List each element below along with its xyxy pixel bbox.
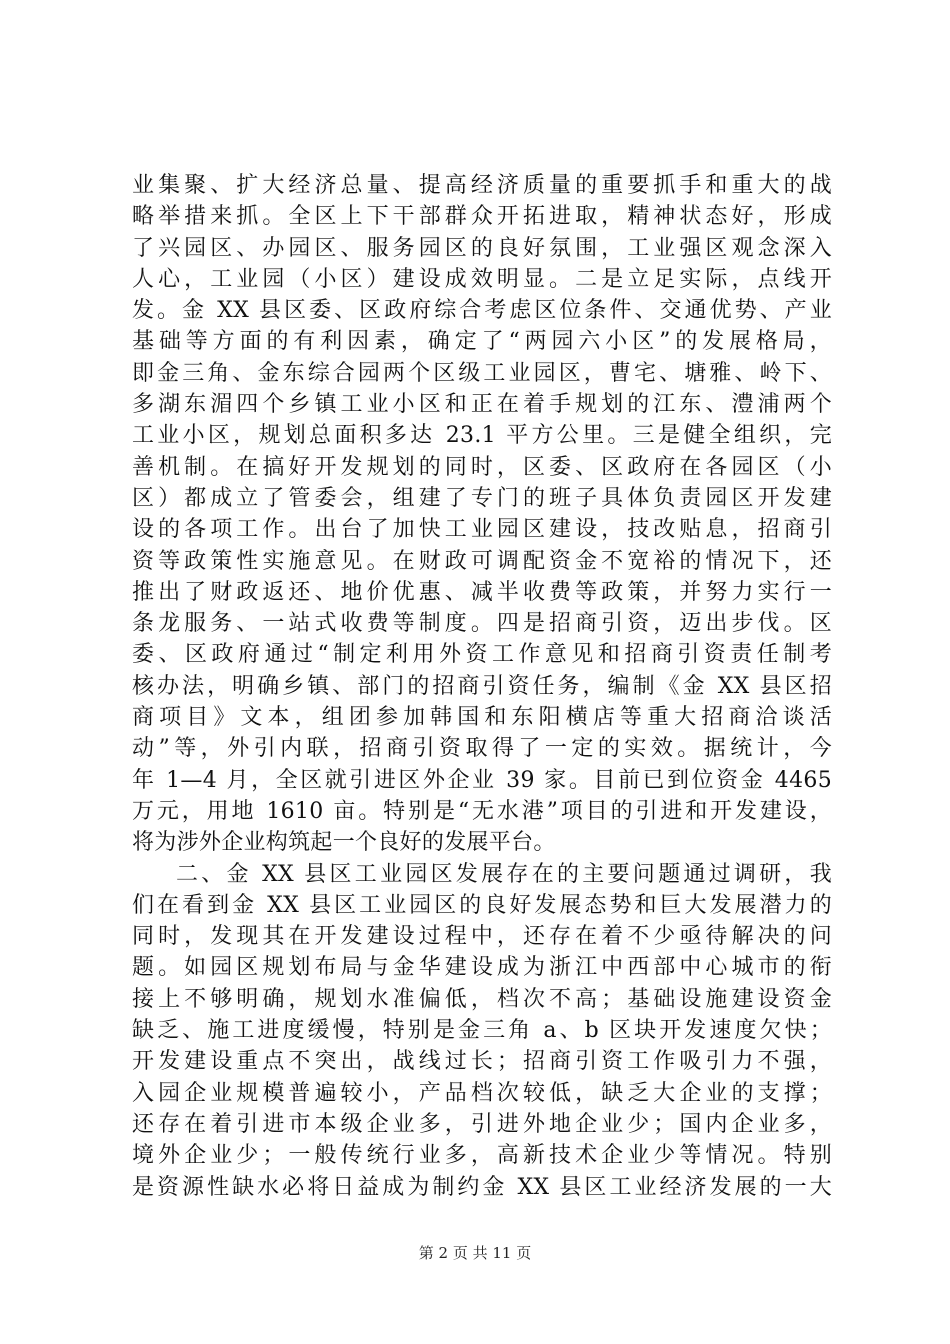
- text-line: 年 1—4 月，全区就引进区外企业 39 家。目前已到位资金 4465: [132, 767, 832, 793]
- text-line: 是资源性缺水必将日益成为制约金 XX 县区工业经济发展的一大: [132, 1174, 832, 1200]
- text-line: 商项目》文本，组团参加韩国和东阳横店等重大招商洽谈活: [132, 705, 832, 731]
- text-line: 同时，发现其在开发建设过程中，还存在着不少亟待解决的问: [132, 924, 832, 950]
- text-line: 业集聚、扩大经济总量、提高经济质量的重要抓手和重大的战: [132, 173, 832, 198]
- text-line: 基础等方面的有利因素，确定了“两园六小区”的发展格局，: [132, 329, 832, 355]
- text-line: 善机制。在搞好开发规划的同时，区委、区政府在各园区（小: [132, 454, 832, 480]
- text-line: 开发建设重点不突出，战线过长；招商引资工作吸引力不强，: [132, 1049, 832, 1075]
- text-line: 接上不够明确，规划水准偏低，档次不高；基础设施建设资金: [132, 986, 832, 1012]
- section-heading-line: 二、金 XX 县区工业园区发展存在的主要问题通过调研，我: [176, 861, 832, 887]
- text-line: 境外企业少；一般传统行业多，高新技术企业少等情况。特别: [132, 1143, 832, 1169]
- text-line: 们在看到金 XX 县区工业园区的良好发展态势和巨大发展潜力的: [132, 892, 832, 918]
- text-line: 资等政策性实施意见。在财政可调配资金不宽裕的情况下，还: [132, 548, 832, 574]
- text-line: 条龙服务、一站式收费等制度。四是招商引资，迈出步伐。区: [132, 611, 832, 637]
- document-body: [132, 170, 832, 1203]
- text-line: 入园企业规模普遍较小，产品档次较低，缺乏大企业的支撑；: [132, 1080, 832, 1106]
- text-line: 人心，工业园（小区）建设成效明显。二是立足实际，点线开: [132, 266, 832, 292]
- text-line: 工业小区，规划总面积多达 23.1 平方公里。三是健全组织，完: [132, 423, 832, 449]
- text-line: 略举措来抓。全区上下干部群众开拓进取，精神状态好，形成: [132, 204, 832, 230]
- text-line: 即金三角、金东综合园两个区级工业园区，曹宅、塘雅、岭下、: [132, 360, 832, 386]
- text-line: 动”等，外引内联，招商引资取得了一定的实效。据统计，今: [132, 736, 832, 762]
- text-line: 发。金 XX 县区委、区政府综合考虑区位条件、交通优势、产业: [132, 298, 832, 324]
- text-line: 推出了财政返还、地价优惠、减半收费等政策，并努力实行一: [132, 579, 832, 605]
- text-line: 委、区政府通过“制定利用外资工作意见和招商引资责任制考: [132, 642, 832, 668]
- text-line: 设的各项工作。出台了加快工业园区建设，技改贴息，招商引: [132, 517, 832, 543]
- text-line: 多湖东湄四个乡镇工业小区和正在着手规划的江东、澧浦两个: [132, 392, 832, 418]
- text-line: 题。如园区规划布局与金华建设成为浙江中西部中心城市的衔: [132, 955, 832, 981]
- text-line: 了兴园区、办园区、服务园区的良好氛围，工业强区观念深入: [132, 235, 832, 261]
- page-number-footer: 第 2 页 共 11 页: [418, 1244, 532, 1262]
- text-line: 万元，用地 1610 亩。特别是“无水港”项目的引进和开发建设，: [132, 798, 832, 824]
- text-line: 缺乏、施工进度缓慢，特别是金三角 a、b 区块开发速度欠快；: [132, 1018, 832, 1044]
- text-line: 区）都成立了管委会，组建了专门的班子具体负责园区开发建: [132, 485, 832, 511]
- text-line: 将为涉外企业构筑起一个良好的发展平台。: [132, 830, 556, 856]
- text-line: 还存在着引进市本级企业多，引进外地企业少；国内企业多，: [132, 1111, 832, 1137]
- text-line: 核办法，明确乡镇、部门的招商引资任务，编制《金 XX 县区招: [132, 673, 832, 699]
